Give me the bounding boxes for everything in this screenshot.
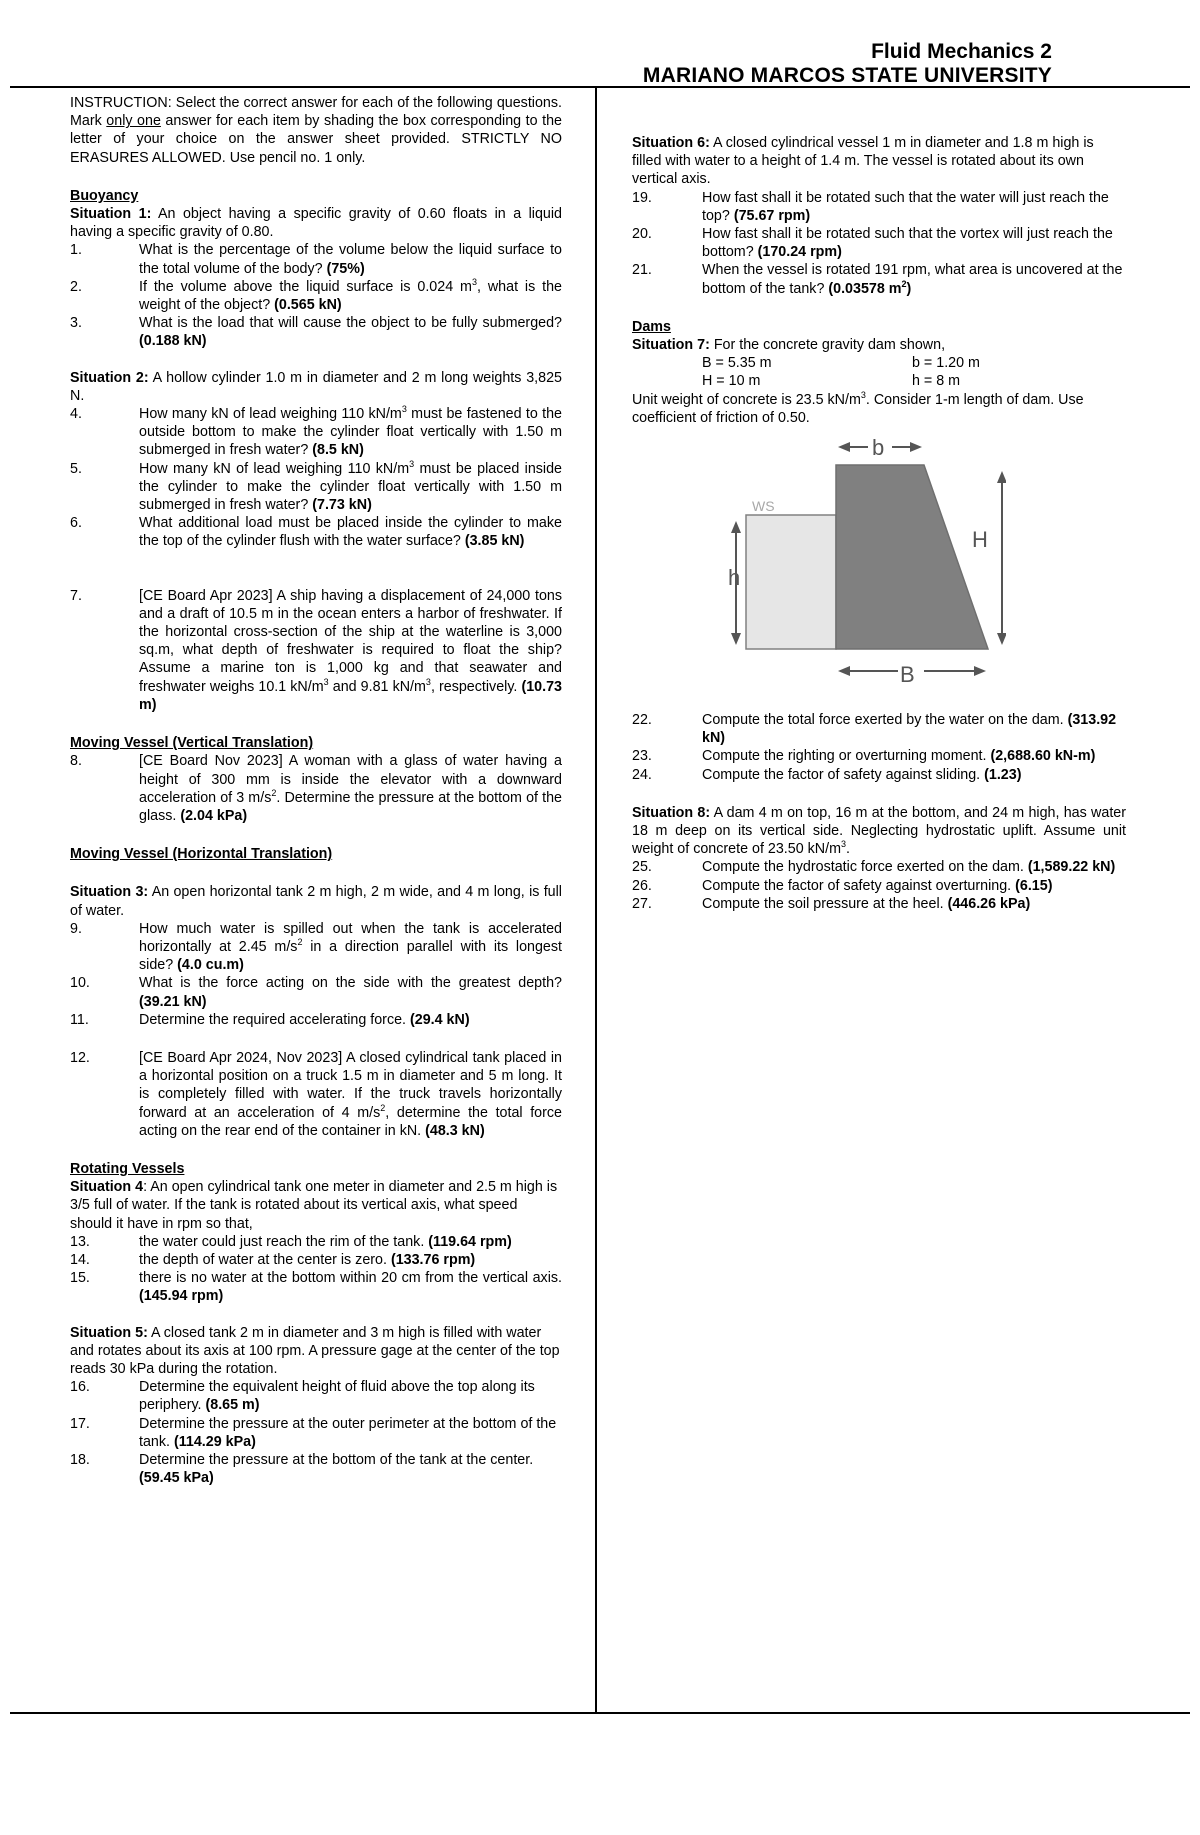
situation-label: Situation 1: (70, 206, 152, 223)
section-title-buoyancy: Buoyancy (70, 187, 139, 204)
question-number: 18. (70, 1452, 90, 1468)
question-item (70, 920, 562, 975)
answer: (48.3 kN) (425, 1122, 485, 1139)
dam-unit-weight (632, 391, 1126, 427)
question-number: 21. (632, 262, 652, 279)
question-number: 7. (70, 587, 82, 604)
answer: (0.565 kN) (274, 297, 342, 314)
question-text: , what is the weight of the object? (139, 278, 563, 314)
answer: (7.73 kN) (312, 497, 372, 514)
answer: (4.0 cu.m) (177, 957, 244, 974)
situation-text: A closed tank 2 m in diameter and 3 m high is filled with water and rotates about its axis at 100 rpm. A pressure gage at the center of the top reads 30 kPa during the rotation. (70, 1324, 560, 1377)
left-column (70, 94, 562, 1487)
arrow-up-icon (997, 471, 1006, 483)
answer: (8.65 m) (205, 1397, 260, 1414)
variable-H: H = 10 m (702, 373, 761, 390)
superscript: 3 (471, 277, 477, 288)
question-text: Determine the required accelerating force. (139, 1011, 410, 1028)
question-text: Compute the total force exerted by the water on the dam. (702, 712, 1068, 729)
question-item (70, 1233, 562, 1251)
answer: (39.21 kN) (139, 993, 207, 1010)
arrow-right-icon (974, 666, 986, 676)
H-label: H (972, 527, 988, 553)
instruction-text-2: answer for each item by shading the box corresponding to the letter of your choice on the answer sheet provided. STRICTLY NO ERASURES ALLOWED. Use pencil no. 1 only. (70, 113, 562, 166)
question-number: 19. (632, 189, 652, 206)
question-text: [CE Board Apr 2023] A ship having a displacement of 24,000 tons and a draft of 10.5 m in the ocean enters a harbor of freshwater. If the horizontal cross-section of the ship at the waterline is 3,000 sq.m, what depth of freshwater is required to float the ship? Assume a marine ton is 1,000 kg and that seawater and freshwater weighs 10.1 kN/m (139, 587, 562, 695)
question-item (632, 895, 1126, 913)
question-text: must be placed inside the cylinder to make the cylinder float vertically with 1.50 m submerged in fresh water? (139, 460, 562, 514)
water-surface-label: WS (752, 498, 775, 515)
answer: (6.15) (1015, 877, 1053, 894)
h-label: h (728, 565, 741, 591)
arrow-left-icon (838, 442, 850, 452)
answer: (119.64 rpm) (428, 1233, 512, 1250)
question-text: What is the force acting on the side with the greatest depth? (139, 975, 562, 992)
question-item (70, 1049, 562, 1140)
question-number: 5. (70, 460, 82, 477)
question-text: What is the load that will cause the object to be fully submerged? (139, 315, 562, 332)
question-number: 14. (70, 1251, 90, 1268)
answer: (1.23) (984, 766, 1022, 783)
question-item (632, 189, 1126, 225)
question-number: 13. (70, 1233, 90, 1250)
situation-label: Situation 8: (632, 804, 711, 821)
question-item (70, 1415, 562, 1451)
question-item (632, 261, 1126, 297)
answer: (313.92 kN) (702, 712, 1117, 747)
situation-text: A closed cylindrical vessel 1 m in diameter and 1.8 m high is filled with water to a height of 1.4 m. The vessel is rotated about its own vertical axis. (632, 135, 1094, 188)
question-number: 1. (70, 242, 82, 259)
situation-5 (70, 1324, 562, 1379)
question-number: 17. (70, 1415, 90, 1432)
answer: (133.76 rpm) (390, 1251, 476, 1268)
dam-variables (702, 354, 1126, 390)
question-text: How many kN of lead weighing 110 kN/m (139, 406, 402, 423)
variable-B: B = 5.35 m (702, 355, 772, 372)
superscript: 2 (297, 937, 303, 948)
unit-text: . Consider 1-m length of dam. Use coefficient of friction of 0.50. (632, 391, 1084, 426)
question-item (70, 460, 562, 515)
question-text: [CE Board Apr 2024, Nov 2023] A closed cylindrical tank placed in a horizontal position on a truck 1.5 m in diameter and 5 m long. It is completely filled with water. If the truck travels horizontally forward at an acceleration of 4 m/s (139, 1049, 562, 1121)
superscript: 3 (401, 404, 407, 415)
question-text: How fast shall it be rotated such that the vortex will just reach the bottom? (702, 226, 1113, 261)
answer: (59.45 kPa) (139, 1470, 214, 1487)
question-text: Compute the hydrostatic force exerted on the dam. (702, 859, 1028, 876)
section-title-vertical: Moving Vessel (Vertical Translation) (70, 735, 314, 752)
course-title: Fluid Mechanics 2 (871, 40, 1052, 63)
arrow-right-icon (910, 442, 922, 452)
answer: (446.26 kPa) (947, 895, 1031, 912)
superscript: 3 (841, 839, 847, 850)
situation-8 (632, 804, 1126, 859)
question-number: 2. (70, 278, 82, 295)
dam-diagram (706, 435, 1006, 705)
question-text: , respectively. (430, 678, 522, 695)
superscript: 2 (380, 1102, 386, 1113)
question-number: 12. (70, 1049, 90, 1066)
question-text: What is the percentage of the volume below the liquid surface to the total volume of the body? (139, 242, 562, 277)
question-item (70, 1451, 562, 1487)
answer: (145.94 rpm) (139, 1288, 224, 1305)
instruction (70, 94, 562, 167)
question-item (70, 974, 562, 1010)
situation-7 (632, 336, 1126, 354)
top-rule (10, 86, 1190, 88)
section-title-dams: Dams (632, 318, 671, 335)
answer: (170.24 rpm) (757, 244, 842, 261)
question-item (70, 405, 562, 460)
variable-b: b = 1.20 m (912, 355, 980, 372)
question-text: If the volume above the liquid surface is 0.024 m (139, 278, 472, 295)
situation-label: Situation 3: (70, 884, 149, 901)
question-number: 9. (70, 920, 82, 937)
question-number: 25. (632, 859, 652, 876)
question-item (70, 1378, 562, 1414)
question-number: 23. (632, 748, 652, 765)
question-text: [CE Board Nov 2023] A woman with a glass of water having a height of 300 mm is inside the elevator with a downward acceleration of 3 m/s (139, 753, 562, 806)
answer: (3.85 kN) (464, 533, 525, 550)
B-label: B (900, 662, 915, 688)
question-text: Determine the equivalent height of fluid above the top along its periphery. (139, 1379, 535, 1414)
question-item (70, 241, 562, 277)
situation-text: For the concrete gravity dam shown, (709, 337, 946, 354)
unit-text: Unit weight of concrete is 23.5 kN/m (632, 391, 861, 408)
section-title-rotating: Rotating Vessels (70, 1160, 185, 1177)
question-text: and 9.81 kN/m (328, 678, 426, 695)
bottom-rule (10, 1712, 1190, 1714)
question-text: How many kN of lead weighing 110 kN/m (139, 460, 410, 477)
variable-h: h = 8 m (912, 373, 961, 390)
question-number: 20. (632, 226, 652, 243)
answer: (2,688.60 kN-m) (990, 748, 1096, 765)
question-text: in a direction parallel with its longest side? (139, 938, 562, 974)
answer: (29.4 kN) (410, 1011, 470, 1028)
dam-body (836, 465, 988, 649)
question-number: 4. (70, 406, 82, 423)
arrow-up-icon (731, 521, 741, 533)
instruction-emphasis: only one (106, 113, 161, 130)
water-block (746, 515, 836, 649)
question-item (70, 514, 562, 550)
situation-2 (70, 369, 562, 405)
question-text: Compute the soil pressure at the heel. (702, 895, 948, 912)
superscript: 2 (271, 787, 277, 798)
answer: (8.5 kN) (312, 442, 364, 459)
question-item (632, 766, 1126, 784)
right-column (632, 134, 1126, 913)
question-number: 8. (70, 753, 82, 770)
question-item (632, 711, 1126, 747)
answer: (0.188 kN) (139, 333, 207, 350)
situation-label: Situation 4 (70, 1179, 144, 1196)
superscript: 3 (860, 389, 866, 400)
question-item (70, 587, 562, 714)
page-header (643, 40, 1052, 88)
question-text: Compute the factor of safety against sliding. (702, 766, 985, 783)
question-item (70, 314, 562, 350)
question-item (632, 877, 1126, 895)
instruction-text-1: INSTRUCTION: Select the correct answer for each of the following questions. Mark (70, 95, 562, 130)
question-text: Compute the factor of safety against overturning. (702, 877, 1016, 894)
superscript: 3 (323, 676, 329, 687)
situation-text: An object having a specific gravity of 0.60 floats in a liquid having a specific gravity of 0.80. (70, 206, 563, 241)
situation-label: Situation 2: (70, 369, 149, 386)
question-number: 16. (70, 1379, 90, 1396)
answer: (1,589.22 kN) (1027, 859, 1116, 876)
arrow-left-icon (838, 666, 850, 676)
question-text: How fast shall it be rotated such that the water will just reach the top? (702, 189, 1109, 224)
question-number: 24. (632, 766, 652, 783)
question-item (70, 752, 562, 825)
question-number: 11. (70, 1011, 89, 1028)
situation-3 (70, 883, 562, 919)
situation-1 (70, 205, 562, 241)
situation-label: Situation 7: (632, 337, 710, 354)
question-text: . Determine the pressure at the bottom of the glass. (139, 789, 562, 824)
question-number: 3. (70, 315, 82, 332)
question-text: Determine the pressure at the bottom of the tank at the center. (139, 1452, 534, 1468)
situation-text: An open horizontal tank 2 m high, 2 m wide, and 4 m long, is full of water. (70, 884, 562, 919)
question-text: must be fastened to the outside bottom to make the cylinder float vertically with 1.50 m submerged in fresh water? (139, 406, 562, 459)
answer: (75%) (326, 260, 365, 277)
situation-6 (632, 134, 1126, 189)
question-item (70, 1251, 562, 1269)
arrow-down-icon (997, 633, 1006, 645)
question-item (632, 225, 1126, 261)
question-number: 27. (632, 895, 652, 912)
question-text: When the vessel is rotated 191 rpm, what area is uncovered at the bottom of the tank? (702, 262, 1123, 297)
question-number: 22. (632, 712, 652, 729)
question-text: What additional load must be placed inside the cylinder to make the top of the cylinder flush with the water surface? (139, 515, 562, 550)
b-label: b (872, 435, 885, 461)
answer: (75.67 rpm) (733, 207, 811, 224)
answer: (10.73 m) (139, 678, 562, 713)
answer: ) (906, 280, 912, 297)
superscript: 3 (409, 458, 415, 469)
situation-text: : An open cylindrical tank one meter in diameter and 2.5 m high is 3/5 full of water. If the tank is rotated about its vertical axis, what speed should it have in rpm so that, (70, 1179, 558, 1232)
column-divider (595, 88, 597, 1714)
university-name: MARIANO MARCOS STATE UNIVERSITY (642, 64, 1052, 87)
question-number: 6. (70, 515, 82, 532)
question-number: 10. (70, 975, 90, 992)
answer: (0.03578 m (828, 280, 902, 297)
question-text: How much water is spilled out when the tank is accelerated horizontally at 2.45 m/s (139, 920, 562, 955)
situation-label: Situation 5: (70, 1324, 148, 1341)
question-text: Compute the righting or overturning moment. (702, 748, 991, 765)
situation-text: A hollow cylinder 1.0 m in diameter and 2 m long weights 3,825 N. (70, 369, 562, 404)
situation-text: A dam 4 m on top, 16 m at the bottom, and 24 m high, has water 18 m deep on its vertical side. Neglecting hydrostatic uplift. Assume unit weight of concrete of 23.50 kN/m (632, 804, 1127, 858)
dam-figure (706, 435, 1006, 705)
superscript: 2 (901, 278, 907, 289)
situation-text: . (846, 841, 851, 858)
question-item (70, 1011, 562, 1029)
superscript: 3 (425, 676, 431, 687)
answer: (114.29 kPa) (173, 1433, 256, 1450)
question-item (632, 747, 1126, 765)
question-number: 26. (632, 877, 652, 894)
section-title-horizontal: Moving Vessel (Horizontal Translation) (70, 846, 333, 863)
question-item (70, 1269, 562, 1305)
question-text: the water could just reach the rim of the tank. (139, 1233, 429, 1250)
question-text: Determine the pressure at the outer perimeter at the bottom of the tank. (139, 1415, 557, 1450)
question-item (632, 858, 1126, 876)
answer: (2.04 kPa) (180, 807, 248, 824)
question-item (70, 278, 562, 314)
question-number: 15. (70, 1270, 90, 1287)
question-text: there is no water at the bottom within 20 cm from the vertical axis. (139, 1270, 562, 1287)
question-text: , determine the total force acting on the rear end of the container in kN. (139, 1104, 562, 1139)
situation-4 (70, 1178, 562, 1233)
situation-label: Situation 6: (632, 135, 710, 151)
question-text: the depth of water at the center is zero. (139, 1251, 391, 1268)
arrow-down-icon (731, 633, 741, 645)
